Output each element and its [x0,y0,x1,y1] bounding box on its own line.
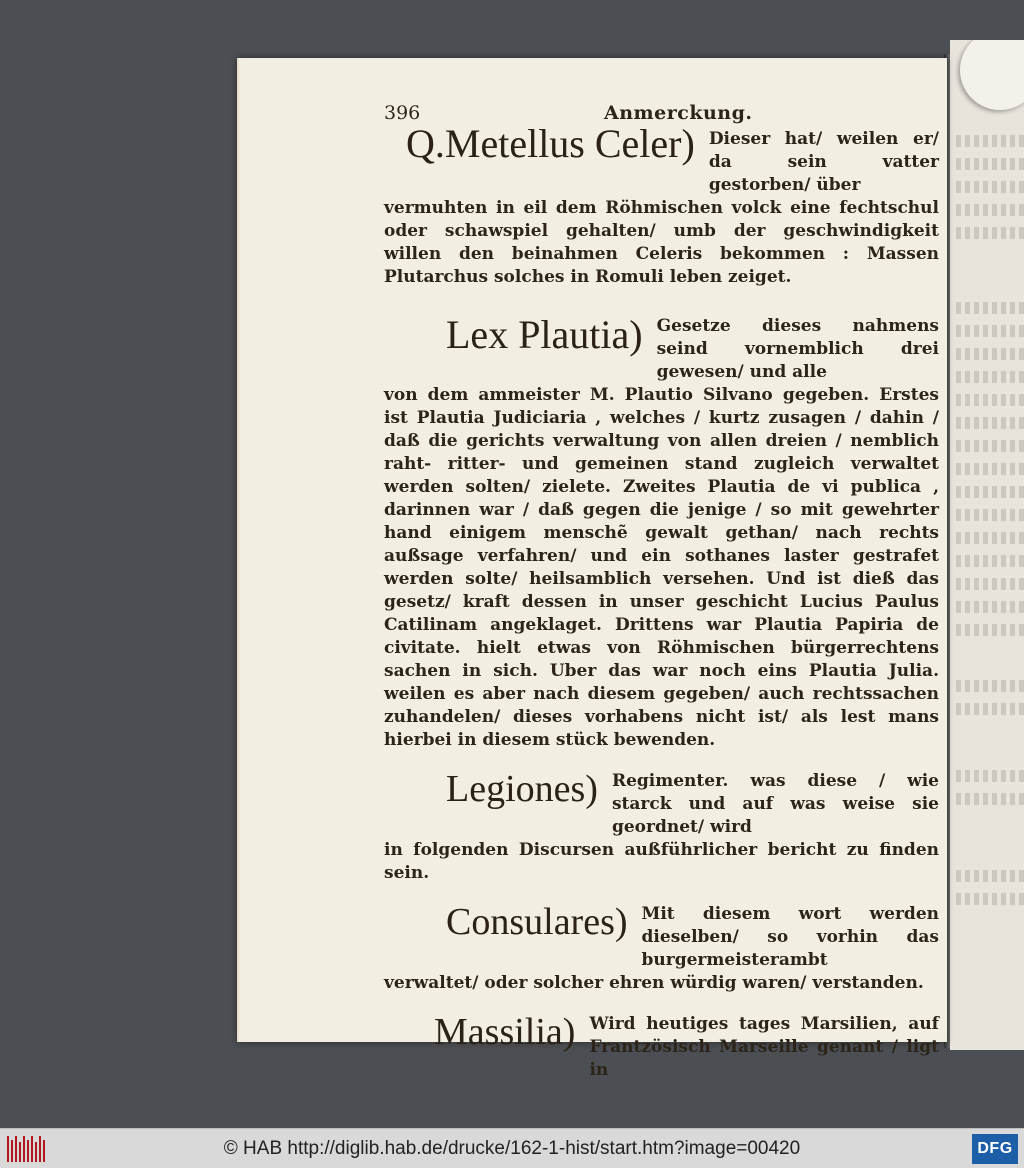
annotation-entry [384,312,939,752]
lemma-text: Mit diesem wort werden dieselben/ so vorhin das burgermeisterambt [641,904,939,970]
adjacent-page-edge [950,40,1024,1050]
lemma-text: Regimenter. was diese / wie starck und auf was weise sie geordnet/ wird [611,771,939,837]
dfg-logo: DFG [972,1134,1018,1164]
lemma: Lex Plautia) [446,312,643,357]
entry-body: von dem ammeister M. Plautio Silvano gegeben. Erstes ist Plautia Judiciaria , welches / kurtz zusagen / dahin / daß die gerichts verwaltung von allen dreien / nemblich raht- ritter- und gemeinen stand zugleich verwaltet werden solten/ zielete. Zweites Plautia de vi publica , darinnen war / daß gegen die jenige / so mit gewehrter hand einigem menschẽ gewalt gethan/ nach rechts außsage verfahren/ und ein sothanes laster gestrafet werden solte/ heilsamblich versehen. Und ist dieß das gesetz/ kraft dessen in unser geschicht Lucius Paulus Catilinam angeklaget. Drittens war Plautia Papiria de civitate. hielt etwas von Röhmischen bürgerrechtens sachen in sich. Uber das war noch eins Plautia Julia. weilen es aber nach diesem gegeben/ auch rechtssachen zuhandelen/ dieses vorhabens nicht ist/ als lest mans hierbei in diesem stück bewenden. [384,385,939,750]
citation-link[interactable]: © HAB http://diglib.hab.de/drucke/162-1-hist/start.htm?image=00420 [223,1138,801,1159]
entry-body: verwaltet/ oder solcher ehren würdig waren/ verstanden. [384,973,924,993]
lemma: Legiones) [446,768,598,810]
lemma: Q.Metellus Celer) [406,121,695,166]
page-content [384,102,939,1100]
annotation-entry [384,770,939,885]
lemma: Massilia) [434,1011,576,1053]
annotation-entry [384,121,939,289]
entry-body: in folgenden Discursen außführlicher bericht zu finden sein. [384,840,939,883]
page-curl [960,40,1024,110]
entry-body: vermuhten in eil dem Röhmischen volck eine fechtschul oder schawspiel gehalten/ umb der geschwindigkeit willen den beinahmen Celeris bekommen : Massen Plutarchus solches in Romuli leben zeiget. [384,198,939,287]
annotation-entry [384,1013,939,1082]
running-title: Anmerckung. [604,102,753,124]
lemma-text: Gesetze dieses nahmens seind vornemblich drei gewesen/ und alle [656,316,939,382]
lemma: Consulares) [446,901,628,943]
footer-bar [0,1128,1024,1168]
lemma-text: Dieser hat/ weilen er/ da sein vatter gestorben/ über [708,129,939,195]
annotation-entry [384,903,939,995]
book-page [237,58,947,1080]
lemma-text: Wird heutiges tages Marsilien, auf Frantzösisch Marseille genant / ligt in [589,1014,939,1080]
page-number: 396 [384,102,421,124]
